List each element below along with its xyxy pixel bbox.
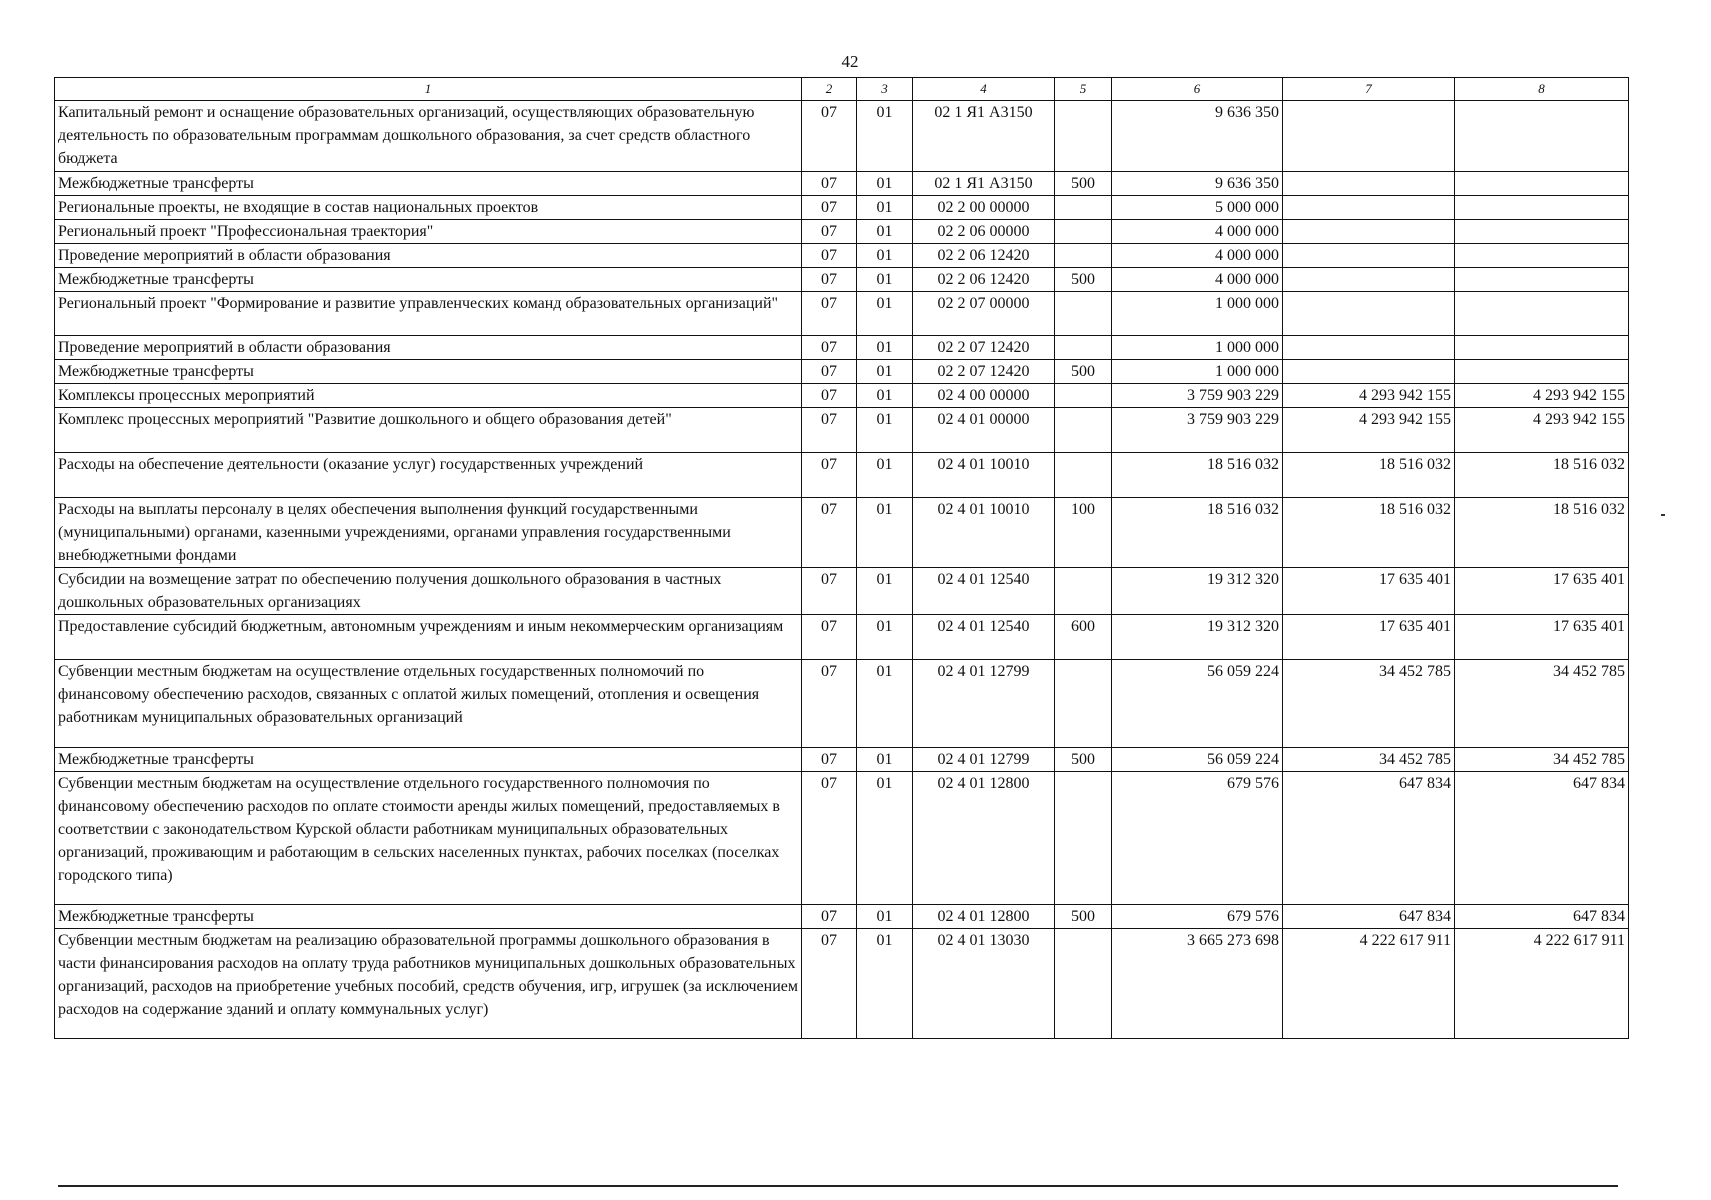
amount-col8-cell: 647 834 <box>1455 905 1629 929</box>
row-name-cell: Субвенции местным бюджетам на реализацию образовательной программы дошкольного образования в части финансирования расходов на оплату труда работников муниципальных дошкольных образовательных организаций, расходов на приобретение учебных пособий, средств обучения, игр, игрушек (за исключением расходов на содержание зданий и оплату коммунальных услуг) <box>55 929 802 1039</box>
target-article-cell: 02 1 Я1 А3150 <box>913 101 1055 172</box>
expense-type-cell <box>1055 929 1112 1039</box>
expense-type-cell <box>1055 244 1112 268</box>
expense-type-cell: 600 <box>1055 615 1112 660</box>
target-article-cell: 02 4 01 12799 <box>913 748 1055 772</box>
target-article-cell: 02 2 00 00000 <box>913 196 1055 220</box>
expense-type-cell <box>1055 101 1112 172</box>
row-name-cell: Региональные проекты, не входящие в состав национальных проектов <box>55 196 802 220</box>
amount-col6-cell: 4 000 000 <box>1112 220 1283 244</box>
amount-col8-cell <box>1455 196 1629 220</box>
subsection-cell: 01 <box>857 196 913 220</box>
column-header: 2 <box>802 78 857 101</box>
amount-col6-cell: 56 059 224 <box>1112 748 1283 772</box>
amount-col6-cell: 679 576 <box>1112 905 1283 929</box>
target-article-cell: 02 2 07 12420 <box>913 360 1055 384</box>
row-name-cell: Капитальный ремонт и оснащение образовательных организаций, осуществляющих образовательную деятельность по образовательным программам дошкольного образования, за счет средств областного бюджета <box>55 101 802 172</box>
row-name-cell: Проведение мероприятий в области образования <box>55 336 802 360</box>
section-cell: 07 <box>802 905 857 929</box>
section-cell: 07 <box>802 615 857 660</box>
row-name-cell: Межбюджетные трансферты <box>55 905 802 929</box>
amount-col6-cell: 19 312 320 <box>1112 615 1283 660</box>
row-name-cell: Межбюджетные трансферты <box>55 268 802 292</box>
section-cell: 07 <box>802 292 857 336</box>
expense-type-cell <box>1055 384 1112 408</box>
subsection-cell: 01 <box>857 660 913 748</box>
column-header: 6 <box>1112 78 1283 101</box>
column-header: 3 <box>857 78 913 101</box>
amount-col7-cell <box>1283 220 1455 244</box>
row-name-cell: Субвенции местным бюджетам на осуществление отдельных государственных полномочий по финансовому обеспечению расходов, связанных с оплатой жилых помещений, отопления и освещения работникам муниципальных образовательных организаций <box>55 660 802 748</box>
amount-col8-cell: 4 293 942 155 <box>1455 384 1629 408</box>
target-article-cell: 02 4 01 13030 <box>913 929 1055 1039</box>
section-cell: 07 <box>802 244 857 268</box>
expense-type-cell <box>1055 220 1112 244</box>
subsection-cell: 01 <box>857 268 913 292</box>
row-name-cell: Комплекс процессных мероприятий "Развитие дошкольного и общего образования детей" <box>55 408 802 453</box>
amount-col6-cell: 3 759 903 229 <box>1112 408 1283 453</box>
amount-col6-cell: 18 516 032 <box>1112 453 1283 498</box>
row-name-cell: Комплексы процессных мероприятий <box>55 384 802 408</box>
table-row <box>55 101 1629 172</box>
table-row <box>55 568 1629 615</box>
amount-col8-cell <box>1455 268 1629 292</box>
expense-type-cell <box>1055 196 1112 220</box>
expense-type-cell <box>1055 408 1112 453</box>
table-row <box>55 292 1629 336</box>
column-header: 1 <box>55 78 802 101</box>
amount-col6-cell: 9 636 350 <box>1112 172 1283 196</box>
amount-col8-cell: 18 516 032 <box>1455 453 1629 498</box>
amount-col7-cell <box>1283 268 1455 292</box>
amount-col7-cell: 34 452 785 <box>1283 660 1455 748</box>
amount-col7-cell: 18 516 032 <box>1283 498 1455 568</box>
amount-col7-cell <box>1283 244 1455 268</box>
table-row <box>55 384 1629 408</box>
amount-col8-cell <box>1455 360 1629 384</box>
row-name-cell: Региональный проект "Формирование и развитие управленческих команд образовательных организаций" <box>55 292 802 336</box>
amount-col6-cell: 679 576 <box>1112 772 1283 905</box>
table-row <box>55 172 1629 196</box>
column-number-row <box>55 78 1629 101</box>
row-name-cell: Субвенции местным бюджетам на осуществление отдельного государственного полномочия по финансовому обеспечению расходов по оплате стоимости аренды жилых помещений, предоставляемых в соответствии с законодательством Курской области работникам муниципальных образовательных организаций, проживающим и работающим в сельских населенных пунктах, рабочих поселках (поселках городского типа) <box>55 772 802 905</box>
subsection-cell: 01 <box>857 568 913 615</box>
amount-col6-cell: 3 759 903 229 <box>1112 384 1283 408</box>
section-cell: 07 <box>802 660 857 748</box>
table-row <box>55 905 1629 929</box>
section-cell: 07 <box>802 101 857 172</box>
table-row <box>55 498 1629 568</box>
section-cell: 07 <box>802 498 857 568</box>
column-header: 4 <box>913 78 1055 101</box>
expense-type-cell <box>1055 292 1112 336</box>
amount-col7-cell: 34 452 785 <box>1283 748 1455 772</box>
target-article-cell: 02 4 01 10010 <box>913 453 1055 498</box>
amount-col7-cell: 18 516 032 <box>1283 453 1455 498</box>
row-name-cell: Проведение мероприятий в области образования <box>55 244 802 268</box>
amount-col6-cell: 1 000 000 <box>1112 292 1283 336</box>
expense-type-cell: 500 <box>1055 268 1112 292</box>
amount-col7-cell: 4 222 617 911 <box>1283 929 1455 1039</box>
section-cell: 07 <box>802 268 857 292</box>
target-article-cell: 02 4 01 00000 <box>913 408 1055 453</box>
subsection-cell: 01 <box>857 772 913 905</box>
amount-col7-cell <box>1283 292 1455 336</box>
section-cell: 07 <box>802 336 857 360</box>
table-row <box>55 929 1629 1039</box>
amount-col7-cell: 647 834 <box>1283 905 1455 929</box>
table-row <box>55 220 1629 244</box>
page-number: 42 <box>841 52 859 71</box>
amount-col6-cell: 19 312 320 <box>1112 568 1283 615</box>
subsection-cell: 01 <box>857 748 913 772</box>
column-header: 8 <box>1455 78 1629 101</box>
target-article-cell: 02 4 01 12540 <box>913 568 1055 615</box>
subsection-cell: 01 <box>857 220 913 244</box>
amount-col7-cell: 4 293 942 155 <box>1283 384 1455 408</box>
amount-col7-cell <box>1283 196 1455 220</box>
subsection-cell: 01 <box>857 336 913 360</box>
section-cell: 07 <box>802 360 857 384</box>
target-article-cell: 02 4 01 12799 <box>913 660 1055 748</box>
expense-type-cell <box>1055 660 1112 748</box>
table-row <box>55 453 1629 498</box>
amount-col7-cell <box>1283 360 1455 384</box>
budget-table <box>54 77 1629 1039</box>
section-cell: 07 <box>802 929 857 1039</box>
expense-type-cell: 500 <box>1055 905 1112 929</box>
amount-col7-cell: 17 635 401 <box>1283 615 1455 660</box>
amount-col6-cell: 5 000 000 <box>1112 196 1283 220</box>
subsection-cell: 01 <box>857 453 913 498</box>
amount-col8-cell: 4 222 617 911 <box>1455 929 1629 1039</box>
target-article-cell: 02 4 01 12800 <box>913 905 1055 929</box>
target-article-cell: 02 2 06 12420 <box>913 244 1055 268</box>
table-row <box>55 748 1629 772</box>
amount-col6-cell: 3 665 273 698 <box>1112 929 1283 1039</box>
subsection-cell: 01 <box>857 360 913 384</box>
target-article-cell: 02 4 01 12800 <box>913 772 1055 905</box>
section-cell: 07 <box>802 772 857 905</box>
expense-type-cell <box>1055 772 1112 905</box>
row-name-cell: Межбюджетные трансферты <box>55 360 802 384</box>
amount-col8-cell <box>1455 244 1629 268</box>
column-header: 5 <box>1055 78 1112 101</box>
target-article-cell: 02 4 00 00000 <box>913 384 1055 408</box>
amount-col8-cell: 18 516 032 <box>1455 498 1629 568</box>
table-row <box>55 615 1629 660</box>
row-name-cell: Межбюджетные трансферты <box>55 172 802 196</box>
amount-col6-cell: 1 000 000 <box>1112 360 1283 384</box>
section-cell: 07 <box>802 384 857 408</box>
table-body <box>55 101 1629 1039</box>
amount-col7-cell: 647 834 <box>1283 772 1455 905</box>
expense-type-cell: 500 <box>1055 748 1112 772</box>
row-name-cell: Расходы на обеспечение деятельности (оказание услуг) государственных учреждений <box>55 453 802 498</box>
subsection-cell: 01 <box>857 408 913 453</box>
expense-type-cell <box>1055 336 1112 360</box>
amount-col7-cell <box>1283 101 1455 172</box>
row-name-cell: Субсидии на возмещение затрат по обеспечению получения дошкольного образования в частных дошкольных образовательных организациях <box>55 568 802 615</box>
amount-col7-cell: 4 293 942 155 <box>1283 408 1455 453</box>
amount-col6-cell: 9 636 350 <box>1112 101 1283 172</box>
amount-col8-cell: 34 452 785 <box>1455 660 1629 748</box>
target-article-cell: 02 2 07 12420 <box>913 336 1055 360</box>
subsection-cell: 01 <box>857 172 913 196</box>
amount-col6-cell: 56 059 224 <box>1112 660 1283 748</box>
row-name-cell: Предоставление субсидий бюджетным, автономным учреждениям и иным некоммерческим организациям <box>55 615 802 660</box>
section-cell: 07 <box>802 408 857 453</box>
amount-col7-cell <box>1283 336 1455 360</box>
target-article-cell: 02 2 06 00000 <box>913 220 1055 244</box>
section-cell: 07 <box>802 453 857 498</box>
target-article-cell: 02 2 06 12420 <box>913 268 1055 292</box>
amount-col8-cell <box>1455 336 1629 360</box>
section-cell: 07 <box>802 748 857 772</box>
table-row <box>55 196 1629 220</box>
table-row <box>55 772 1629 905</box>
amount-col6-cell: 1 000 000 <box>1112 336 1283 360</box>
expense-type-cell: 100 <box>1055 498 1112 568</box>
amount-col6-cell: 4 000 000 <box>1112 268 1283 292</box>
column-header: 7 <box>1283 78 1455 101</box>
expense-type-cell: 500 <box>1055 172 1112 196</box>
section-cell: 07 <box>802 196 857 220</box>
amount-col8-cell: 17 635 401 <box>1455 615 1629 660</box>
row-name-cell: Расходы на выплаты персоналу в целях обеспечения выполнения функций государственными (муниципальными) органами, казенными учреждениями, органами управления государственными внебюджетными фондами <box>55 498 802 568</box>
table-row <box>55 660 1629 748</box>
section-cell: 07 <box>802 172 857 196</box>
amount-col8-cell <box>1455 292 1629 336</box>
table-row <box>55 336 1629 360</box>
table-row <box>55 408 1629 453</box>
subsection-cell: 01 <box>857 615 913 660</box>
subsection-cell: 01 <box>857 498 913 568</box>
amount-col8-cell: 4 293 942 155 <box>1455 408 1629 453</box>
expense-type-cell: 500 <box>1055 360 1112 384</box>
expense-type-cell <box>1055 568 1112 615</box>
expense-type-cell <box>1055 453 1112 498</box>
amount-col8-cell: 34 452 785 <box>1455 748 1629 772</box>
amount-col8-cell: 647 834 <box>1455 772 1629 905</box>
target-article-cell: 02 4 01 10010 <box>913 498 1055 568</box>
amount-col8-cell <box>1455 172 1629 196</box>
amount-col6-cell: 4 000 000 <box>1112 244 1283 268</box>
table-row <box>55 360 1629 384</box>
margin-mark <box>1661 514 1665 516</box>
subsection-cell: 01 <box>857 384 913 408</box>
subsection-cell: 01 <box>857 292 913 336</box>
table-row <box>55 244 1629 268</box>
row-name-cell: Региональный проект "Профессиональная траектория" <box>55 220 802 244</box>
amount-col6-cell: 18 516 032 <box>1112 498 1283 568</box>
table-row <box>55 268 1629 292</box>
subsection-cell: 01 <box>857 244 913 268</box>
subsection-cell: 01 <box>857 929 913 1039</box>
amount-col8-cell: 17 635 401 <box>1455 568 1629 615</box>
target-article-cell: 02 1 Я1 А3150 <box>913 172 1055 196</box>
bottom-rule <box>58 1185 1618 1187</box>
subsection-cell: 01 <box>857 101 913 172</box>
section-cell: 07 <box>802 568 857 615</box>
amount-col7-cell <box>1283 172 1455 196</box>
row-name-cell: Межбюджетные трансферты <box>55 748 802 772</box>
amount-col8-cell <box>1455 101 1629 172</box>
target-article-cell: 02 2 07 00000 <box>913 292 1055 336</box>
amount-col8-cell <box>1455 220 1629 244</box>
amount-col7-cell: 17 635 401 <box>1283 568 1455 615</box>
section-cell: 07 <box>802 220 857 244</box>
subsection-cell: 01 <box>857 905 913 929</box>
target-article-cell: 02 4 01 12540 <box>913 615 1055 660</box>
